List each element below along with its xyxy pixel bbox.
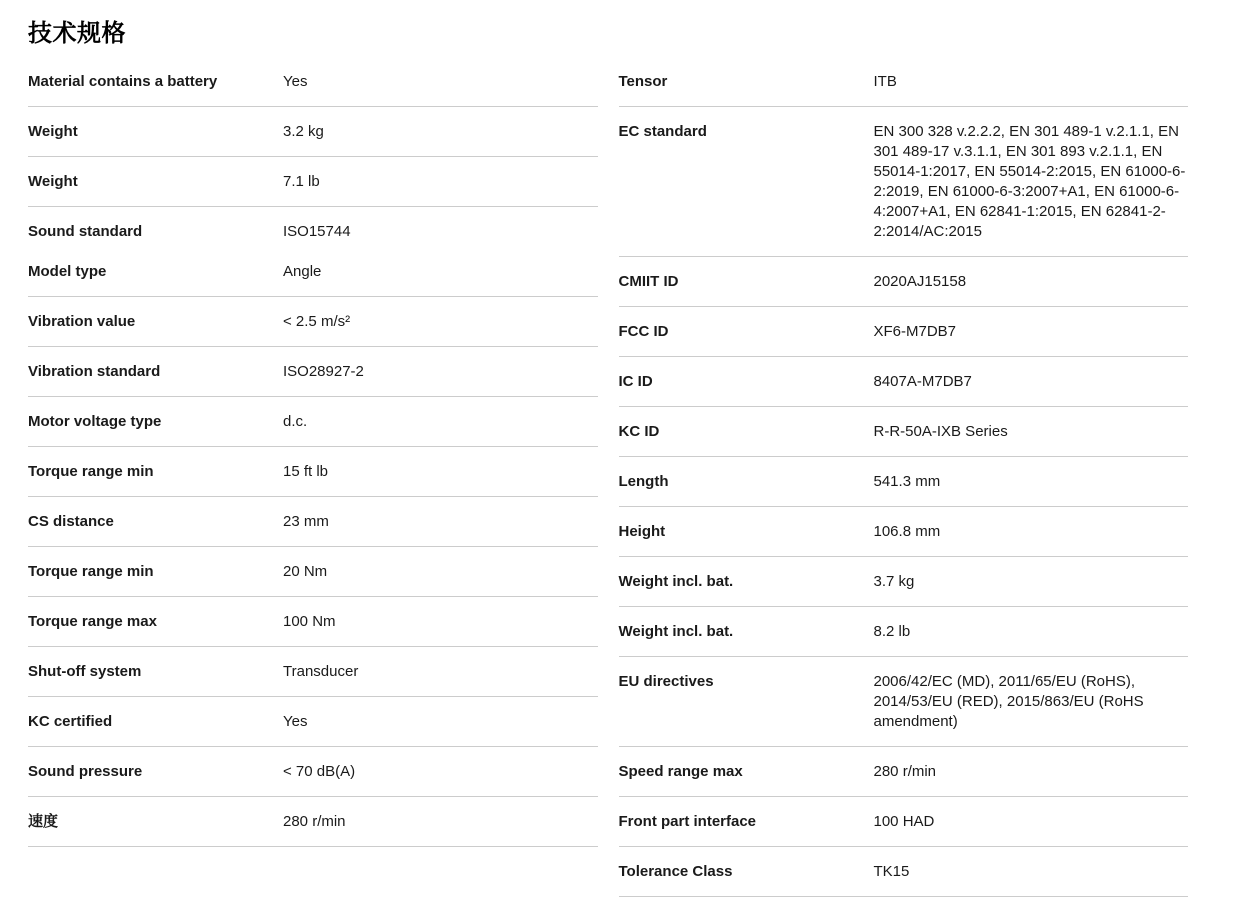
spec-value: Yes [283,713,308,730]
spec-row [619,607,1189,657]
spec-value: 8.2 lb [873,623,911,640]
spec-value: 280 r/min [873,763,937,780]
spec-label: Weight [28,173,78,190]
spec-value: XF6-M7DB7 [873,323,957,340]
spec-label: Height [618,523,666,540]
spec-row [28,747,598,797]
spec-row [619,657,1189,747]
spec-label: Model type [28,263,107,280]
spec-row [619,797,1189,847]
spec-value: 106.8 mm [873,523,941,540]
spec-value: ISO15744 [283,223,351,240]
spec-label: Torque range min [28,563,154,580]
spec-label: Weight incl. bat. [618,573,734,590]
spec-value: 2006/42/EC (MD), 2011/65/EU (RoHS), 2014/53/EU (RED), 2015/863/EU (RoHS amendment) [873,673,1144,730]
page-title: 技术规格 [28,20,126,47]
spec-label: Length [618,473,669,490]
spec-label: Torque range max [28,613,157,630]
spec-value: 3.2 kg [283,123,324,140]
spec-row [619,747,1189,797]
spec-value: < 2.5 m/s² [283,313,351,330]
spec-label: Sound pressure [28,763,143,780]
spec-value: 2020AJ15158 [873,273,967,290]
spec-row [619,847,1189,897]
spec-row [619,457,1189,507]
spec-row [28,597,598,647]
spec-label: Sound standard [28,223,143,240]
spec-label: Weight [28,123,78,140]
spec-label: Weight incl. bat. [618,623,734,640]
spec-row [619,307,1189,357]
spec-label: Front part interface [618,813,757,830]
spec-row [28,222,598,242]
spec-value: 15 ft lb [283,463,329,480]
spec-label: Tensor [618,73,668,90]
spec-row [28,397,598,447]
spec-row [28,57,598,107]
spec-label: Material contains a battery [28,73,218,90]
spec-column-left [28,57,598,847]
spec-value: 8407A-M7DB7 [873,373,972,390]
spec-row [28,447,598,497]
spec-value: 3.7 kg [873,573,915,590]
spec-value: 280 r/min [283,813,346,830]
spec-value: ITB [873,73,897,90]
spec-grid [28,57,1188,897]
spec-label: IC ID [618,373,653,390]
spec-label: Motor voltage type [28,413,162,430]
spec-value: 23 mm [283,513,329,530]
spec-label: Tolerance Class [618,863,733,880]
spec-value: 100 Nm [283,613,336,630]
spec-row-group [28,207,598,297]
spec-label: 速度 [28,813,59,830]
spec-label: Torque range min [28,463,154,480]
spec-row [28,107,598,157]
spec-label: KC ID [618,423,660,440]
spec-label: Speed range max [618,763,743,780]
spec-row [619,257,1189,307]
spec-row [619,57,1189,107]
spec-row [619,107,1189,257]
spec-value: ISO28927-2 [283,363,364,380]
spec-value: 20 Nm [283,563,328,580]
spec-label: KC certified [28,713,113,730]
spec-value: 7.1 lb [283,173,320,190]
spec-label: Vibration standard [28,363,161,380]
spec-row [28,157,598,207]
spec-label: EU directives [618,673,714,690]
spec-label: EC standard [618,123,707,140]
spec-value: TK15 [873,863,910,880]
spec-value: 541.3 mm [873,473,941,490]
spec-label: CS distance [28,513,114,530]
spec-row [619,557,1189,607]
spec-column-right [619,57,1189,897]
spec-row [619,507,1189,557]
spec-value: 100 HAD [873,813,935,830]
spec-value: R-R-50A-IXB Series [873,423,1008,440]
spec-label: Shut-off system [28,663,142,680]
spec-row [28,347,598,397]
spec-value: d.c. [283,413,308,430]
spec-row [28,647,598,697]
spec-value: Transducer [283,663,359,680]
spec-row [619,407,1189,457]
spec-row [619,357,1189,407]
spec-row [28,697,598,747]
spec-row [28,262,598,282]
spec-row [28,297,598,347]
spec-value: < 70 dB(A) [283,763,356,780]
spec-row [28,497,598,547]
spec-value: Yes [283,73,308,90]
spec-row [28,547,598,597]
spec-label: CMIIT ID [618,273,679,290]
spec-row [28,797,598,847]
spec-label: Vibration value [28,313,136,330]
spec-value: Angle [283,263,322,280]
spec-label: FCC ID [618,323,669,340]
spec-value: EN 300 328 v.2.2.2, EN 301 489-1 v.2.1.1, EN 301 489-17 v.3.1.1, EN 301 893 v.2.1.1, EN 55014-1:2017, EN 55014-2:2015, EN 61000-6-2:2019, EN 61000-6-3:2007+A1, EN 61000-6-4:2007+A1, EN 62841-1:2015, EN 62841-2-2:2014/AC:2015 [873,123,1186,240]
